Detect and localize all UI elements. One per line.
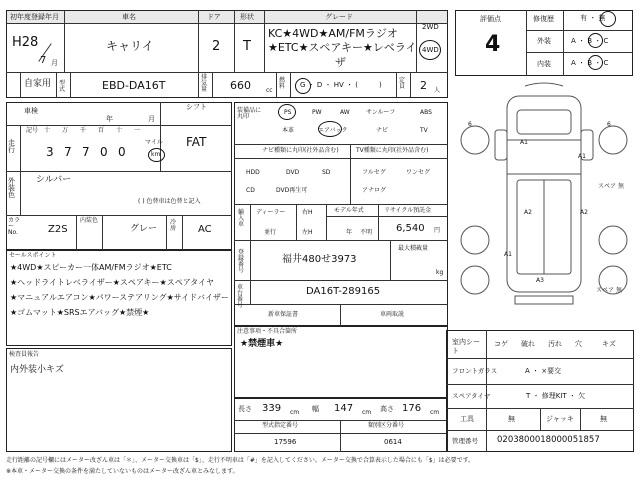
import-left-hand: 左H xyxy=(302,229,313,236)
odometer-digit: 0 xyxy=(118,145,126,159)
int-grades: A ・ B ・ C xyxy=(571,59,609,67)
sales-point-line: ★マニュアルエアコン★パワーステアリング★サイドバイザー xyxy=(10,293,230,302)
length-label: 長さ xyxy=(238,405,252,413)
nav-item: DVD再生可 xyxy=(276,187,308,194)
header-row-bg xyxy=(7,11,447,23)
shift-label: シフト xyxy=(186,103,207,111)
tire-front-right xyxy=(599,126,627,154)
tools-value: 無 xyxy=(508,415,515,423)
car-windshield xyxy=(517,110,571,134)
equipment-item: PW xyxy=(312,109,322,116)
digit-header: 万 xyxy=(62,127,69,134)
glass-options: A ・ ×要交 xyxy=(525,367,562,375)
class-value: 0614 xyxy=(384,438,402,446)
type-designation-value: 17596 xyxy=(274,438,297,446)
car-name-label: 車名 xyxy=(122,13,136,21)
cap-value: 2 xyxy=(420,79,427,92)
jack-value: 無 xyxy=(600,415,607,423)
nav-item: DVD xyxy=(286,169,300,176)
notes-label: 注意事項・不具合箇所 xyxy=(237,328,298,335)
nav-title: ナビ種類に丸印(社外品含む) xyxy=(262,147,339,154)
score-value: 4 xyxy=(485,32,501,57)
equipment-label: 装備品に丸印 xyxy=(237,107,262,120)
digit-header: 千 xyxy=(80,127,87,134)
reg-era-year: H28 xyxy=(12,35,39,50)
km-label: 走行 xyxy=(8,139,15,154)
score-ext-label: 外装 xyxy=(537,37,551,45)
length-unit: cm xyxy=(290,409,300,416)
digit-header: 十 xyxy=(44,127,51,134)
odometer-digit: 7 xyxy=(64,145,72,159)
spare-tire-options: T ・ 修理KIT ・ 欠 xyxy=(526,392,586,400)
repair-options: 有 ・ 無 xyxy=(580,14,606,22)
vehicle-manual: 車両取説 xyxy=(380,311,405,318)
int-color-label: 内装色 xyxy=(80,217,99,224)
car-diagram xyxy=(455,80,633,320)
damage-mark: A3 xyxy=(536,277,544,284)
recycle-value: 6,540 xyxy=(396,223,425,234)
mile-label: マイル xyxy=(145,139,163,146)
sales-point-line: ★ゴムマット★SRSエアバッグ★禁煙★ xyxy=(10,308,150,317)
mgmt-label: 管理番号 xyxy=(452,437,478,445)
ac-label: 冷房 xyxy=(170,219,177,232)
notes-value: ★禁煙車★ xyxy=(240,339,284,349)
damage-mark: A1 xyxy=(504,251,512,258)
equipment-item: 本革 xyxy=(282,127,295,134)
inspect-year-unit: 年 xyxy=(106,115,113,123)
left-door xyxy=(495,130,507,160)
type-designation-label: 型式指定番号 xyxy=(262,422,299,429)
tools-label: 工具 xyxy=(460,415,474,423)
model-year-unit: 年 xyxy=(346,229,353,236)
equipment-item: TV xyxy=(420,127,428,134)
import-right-hand: 右H xyxy=(302,209,313,216)
width-label: 幅 xyxy=(312,405,319,413)
nav-item: CD xyxy=(246,187,255,194)
tire-size-left: 6 xyxy=(468,121,472,128)
tv-item: ワンセグ xyxy=(406,169,431,176)
equip-airbag-circle xyxy=(318,121,342,137)
ac-value: AC xyxy=(198,224,212,235)
length-value: 339 xyxy=(262,403,282,414)
plate-value: 福井480せ3973 xyxy=(282,254,357,265)
tire-rear-right xyxy=(599,226,627,254)
interior-item: コゲ xyxy=(494,340,508,348)
cap-label: 定員 xyxy=(399,77,406,90)
digit-header: 記号 xyxy=(26,127,39,134)
inspect-label: 車検 xyxy=(24,107,38,115)
grade-line-1: KC★4WD★AM/FMラジオ xyxy=(268,27,398,40)
drive-2wd: 2WD xyxy=(422,23,439,31)
disp-label: 排気量 xyxy=(201,74,208,93)
odometer-digit: 7 xyxy=(82,145,90,159)
sales-points-label: セールスポイント xyxy=(9,252,57,259)
model-year-label: モデル年式 xyxy=(334,207,364,214)
interior-item: 穴 xyxy=(575,340,582,348)
fuel-options: G ・ D ・ HV ・ ( ) xyxy=(300,81,382,89)
tv-title: TV種類に丸印(社外品含む) xyxy=(356,147,429,154)
tire-size-right: 6 xyxy=(607,121,611,128)
spare-value-2: 無 xyxy=(616,287,623,294)
model-value: EBD-DA16T xyxy=(102,79,166,92)
tv-item: フルセグ xyxy=(362,169,386,176)
new-car-warranty: 新車保証書 xyxy=(268,311,299,318)
spare-value-1: 無 xyxy=(618,183,625,190)
grade-line-3: ザ xyxy=(335,56,346,69)
interior-label: 室内シート xyxy=(452,338,480,356)
ext-color-note: ( ) 色替車は色替と記入 xyxy=(138,198,201,205)
chassis-value: DA16T-289165 xyxy=(306,286,381,297)
spare-label-2: スペア xyxy=(596,287,615,294)
equipment-item: ABS xyxy=(420,109,432,116)
equipment-item: PS xyxy=(284,109,292,116)
equipment-item: サンルーフ xyxy=(366,109,396,116)
disp-unit: cc xyxy=(266,87,273,94)
mgmt-value: 0203800018000051857 xyxy=(497,435,600,445)
color-no-label: カラーNo. xyxy=(8,217,21,236)
width-unit: cm xyxy=(362,409,372,416)
front-bumper xyxy=(525,83,563,86)
rear-bumper xyxy=(515,296,573,304)
model-label: 型式 xyxy=(59,80,66,93)
use-value: 自家用 xyxy=(24,79,52,89)
equipment-item: AW xyxy=(340,109,350,116)
notes-box xyxy=(234,326,448,398)
max-load-unit: kg xyxy=(436,269,444,276)
chassis-label: 車台番号 xyxy=(237,284,244,309)
nav-item: SD xyxy=(322,169,331,176)
grade-line-2: ★ETC★スペアキー★レベライ xyxy=(268,41,417,54)
int-color-value: グレー xyxy=(130,224,158,234)
car-name-value: キャリイ xyxy=(106,39,154,53)
max-load-label: 最大積載量 xyxy=(398,245,429,252)
cap-unit: 人 xyxy=(434,87,441,94)
damage-mark: A2 xyxy=(524,209,532,216)
inspector-label: 検査員報告 xyxy=(9,351,40,358)
ext-color-label: 外装色 xyxy=(8,177,15,199)
spare-label-1: スペア xyxy=(598,183,617,190)
odometer-digit: 3 xyxy=(46,145,54,159)
ext-grades: A ・ B ・ C xyxy=(571,37,609,45)
jack-label: ジャッキ xyxy=(546,415,574,423)
tire-front-left xyxy=(461,126,489,154)
inspector-box xyxy=(6,348,232,452)
import-label: 輸入車 xyxy=(238,209,245,228)
tv-item: アナログ xyxy=(362,187,387,194)
spare-tire-left xyxy=(461,266,489,294)
drive-4wd: 4WD xyxy=(422,46,439,54)
plate-label: 登録番号 xyxy=(238,249,245,274)
reg-month-unit: 月 xyxy=(51,59,58,67)
door-label: ドア xyxy=(207,13,221,21)
km-unit: km xyxy=(151,151,161,158)
interior-item: 汚れ xyxy=(548,340,562,348)
glass-label: フロントガラス xyxy=(452,367,498,375)
door-value: 2 xyxy=(212,39,221,54)
odometer-digit: 0 xyxy=(100,145,108,159)
model-year-unknown: 不明 xyxy=(360,229,373,236)
import-dealer: ディーラー xyxy=(256,209,286,216)
digit-header: 一 xyxy=(134,127,141,134)
disp-value: 660 xyxy=(230,79,251,92)
width-value: 147 xyxy=(334,403,354,414)
repair-label: 修復歴 xyxy=(533,15,554,23)
reg-date-label: 初年度登録年月 xyxy=(10,13,59,21)
sales-point-line: ★ヘッドライトレベライザー★スペアキー★スペアタイヤ xyxy=(10,278,214,287)
grade-label: グレード xyxy=(325,13,353,21)
height-label: 高さ xyxy=(380,405,394,413)
score-int-label: 内装 xyxy=(537,60,551,68)
digit-header: 十 xyxy=(116,127,123,134)
score-label: 評価点 xyxy=(480,15,501,23)
damage-mark: A1 xyxy=(520,139,528,146)
tire-rear-left xyxy=(461,226,489,254)
ext-color-value: シルバー xyxy=(36,175,72,185)
shape-value: T xyxy=(243,39,251,54)
footer-line-1: 走行距離の記号欄にはメーター改ざん車は「＊」、メーター交換車は「$」、走行不明車は「#」を記入してください。メーター交換で合算表示した場合にも「$」は必要です。 xyxy=(6,457,475,464)
class-label: 類別区分番号 xyxy=(368,422,405,429)
inspector-value: 内外装小キズ xyxy=(10,365,64,375)
recycle-unit: 円 xyxy=(434,227,441,234)
equip-ps-circle xyxy=(278,104,296,120)
equipment-item: エアバック xyxy=(318,127,348,134)
footer-line-2: ※本車・メーター交換の条件を満たしていないものはメーター改ざん車とみなします。 xyxy=(6,468,239,475)
height-unit: cm xyxy=(430,409,440,416)
recycle-label: リサイクル預託金 xyxy=(384,207,432,214)
equipment-item: ナビ xyxy=(376,127,389,134)
shift-value: FAT xyxy=(186,135,207,149)
reg-month: 7 xyxy=(40,55,47,66)
spare-tire-label: スペアタイヤ xyxy=(452,392,491,400)
fuel-label: 燃料 xyxy=(279,77,286,90)
inspect-month-unit: 月 xyxy=(148,115,155,123)
interior-item: 破れ xyxy=(521,340,535,348)
color-no-value: Z2S xyxy=(48,224,68,235)
shape-label: 形状 xyxy=(240,13,254,21)
import-parallel: 並行 xyxy=(264,229,277,236)
digit-header: 百 xyxy=(98,127,105,134)
height-value: 176 xyxy=(402,403,422,414)
damage-mark: A1 xyxy=(578,153,586,160)
damage-mark: A2 xyxy=(580,209,588,216)
nav-item: HDD xyxy=(246,169,260,176)
interior-item: キズ xyxy=(602,340,616,348)
sales-point-line: ★4WD★スピーカー一体AM/FMラジオ★ETC xyxy=(10,263,172,272)
